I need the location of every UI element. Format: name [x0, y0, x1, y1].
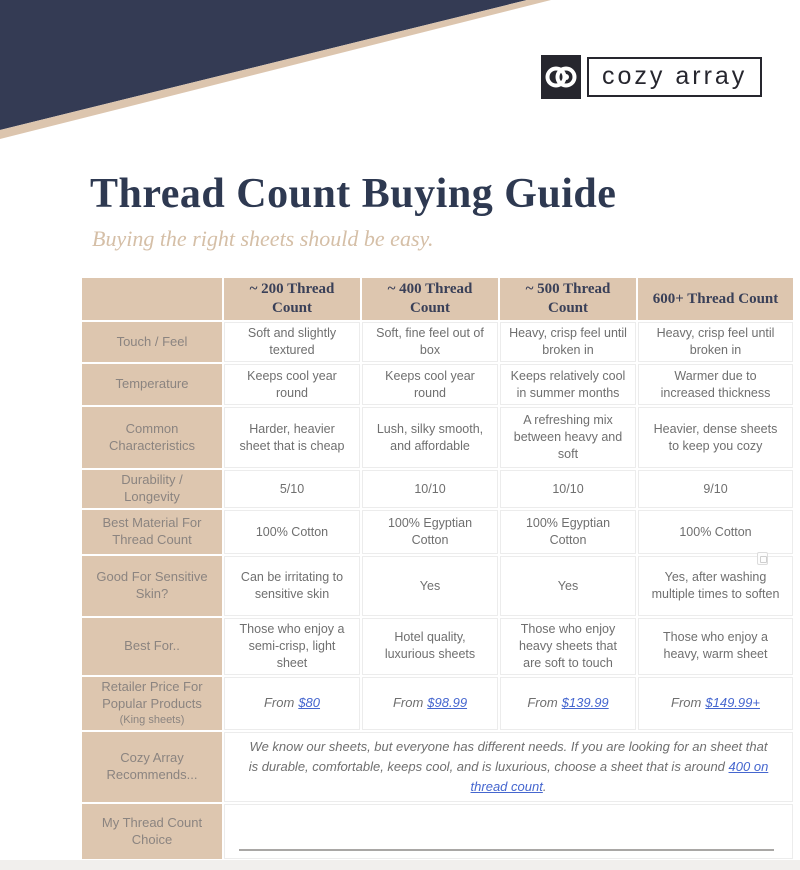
table-row-my-choice — [82, 804, 793, 859]
price-link-200[interactable]: $80 — [298, 695, 321, 711]
price-cell — [638, 677, 793, 730]
row-label: Best Material For Thread Count — [82, 510, 222, 554]
row-label: Temperature — [82, 364, 222, 405]
table-cell: Those who enjoy a heavy, warm sheet — [638, 618, 793, 675]
inline-image-artifact-icon — [757, 552, 768, 565]
table-cell: Heavy, crisp feel until broken in — [638, 322, 793, 362]
price-link-400[interactable]: $98.99 — [427, 695, 468, 711]
row-label — [82, 677, 222, 730]
table-row-touch-feel — [82, 322, 793, 362]
thread-count-choice-cell — [224, 804, 793, 859]
thread-count-comparison-table — [80, 276, 795, 861]
recommendation-text-end: . — [542, 778, 547, 794]
bottom-band — [0, 860, 800, 870]
price-cell — [224, 677, 360, 730]
table-cell: Harder, heavier sheet that is cheap — [224, 407, 360, 468]
table-cell: 9/10 — [638, 470, 793, 508]
write-in-line — [239, 849, 774, 851]
table-cell: Soft, fine feel out of box — [362, 322, 498, 362]
table-cell: Keeps relatively cool in summer months — [500, 364, 636, 405]
row-label: Best For.. — [82, 618, 222, 675]
table-cell: 100% Cotton — [638, 510, 793, 554]
row-label: Durability / Longevity — [82, 470, 222, 508]
price-cell — [362, 677, 498, 730]
table-cell: Hotel quality, luxurious sheets — [362, 618, 498, 675]
page-subtitle: Buying the right sheets should be easy. — [92, 226, 434, 251]
price-prefix: From — [527, 695, 558, 711]
column-header-500: ~ 500 Thread Count — [500, 278, 636, 320]
table-cell: Keeps cool year round — [362, 364, 498, 405]
table-cell: A refreshing mix between heavy and soft — [500, 407, 636, 468]
price-link-500[interactable]: $139.99 — [561, 695, 609, 711]
cozy-array-wordmark-box — [587, 57, 762, 97]
table-cell: Those who enjoy a semi-crisp, light sheet — [224, 618, 360, 675]
row-label: Touch / Feel — [82, 322, 222, 362]
recommendation-cell — [224, 732, 793, 802]
page-title: Thread Count Buying Guide — [90, 171, 617, 217]
table-row-common-characteristics — [82, 407, 793, 468]
cozy-array-wordmark: cozy array — [602, 62, 748, 90]
table-row-durability — [82, 470, 793, 508]
table-row-sensitive-skin — [82, 556, 793, 616]
price-prefix: From — [392, 695, 424, 711]
table-cell: 5/10 — [224, 470, 360, 508]
table-cell: Yes, after washing multiple times to soften — [638, 556, 793, 616]
cozy-array-monogram-icon — [541, 55, 581, 99]
cozy-array-logo — [541, 55, 762, 99]
table-cell: 10/10 — [500, 470, 636, 508]
price-prefix: From — [263, 695, 295, 711]
table-cell: Yes — [362, 556, 498, 616]
price-prefix: From — [671, 695, 702, 711]
table-cell: Those who enjoy heavy sheets that are soft to touch — [500, 618, 636, 675]
table-cell: Heavier, dense sheets to keep you cozy — [638, 407, 793, 468]
table-cell: 10/10 — [362, 470, 498, 508]
row-label-subtext: (King sheets) — [119, 713, 185, 726]
corner-cell — [82, 278, 222, 320]
table-row-best-for — [82, 618, 793, 675]
row-label: Common Characteristics — [82, 407, 222, 468]
recommendation-text: We know our sheets, but everyone has different needs. If you are looking for an sheet that is durable, comfortable, keeps cool, and is luxurious, choose a sheet that is around — [248, 738, 768, 774]
table-row-recommends — [82, 732, 793, 802]
price-link-600[interactable]: $149.99+ — [705, 695, 760, 711]
table-cell: Lush, silky smooth, and affordable — [362, 407, 498, 468]
row-label: Good For Sensitive Skin? — [82, 556, 222, 616]
table-cell: 100% Egyptian Cotton — [362, 510, 498, 554]
table-header-row — [82, 278, 793, 320]
table-cell: 100% Cotton — [224, 510, 360, 554]
row-label-text: Retailer Price For Popular Products — [101, 679, 203, 711]
table-row-temperature — [82, 364, 793, 405]
table-row-best-material — [82, 510, 793, 554]
column-header-200: ~ 200 Thread Count — [224, 278, 360, 320]
row-label: Cozy Array Recommends... — [82, 732, 222, 802]
table-cell: Warmer due to increased thickness — [638, 364, 793, 405]
table-cell: Heavy, crisp feel until broken in — [500, 322, 636, 362]
recommendation-link[interactable]: 400 on thread count — [470, 758, 769, 794]
row-label: My Thread Count Choice — [82, 804, 222, 859]
table-cell: Yes — [500, 556, 636, 616]
table-cell: 100% Egyptian Cotton — [500, 510, 636, 554]
table-cell: Keeps cool year round — [224, 364, 360, 405]
column-header-600: 600+ Thread Count — [638, 278, 793, 320]
table-row-retailer-price — [82, 677, 793, 730]
table-cell: Soft and slightly textured — [224, 322, 360, 362]
price-cell — [500, 677, 636, 730]
table-cell: Can be irritating to sensitive skin — [224, 556, 360, 616]
column-header-400: ~ 400 Thread Count — [362, 278, 498, 320]
